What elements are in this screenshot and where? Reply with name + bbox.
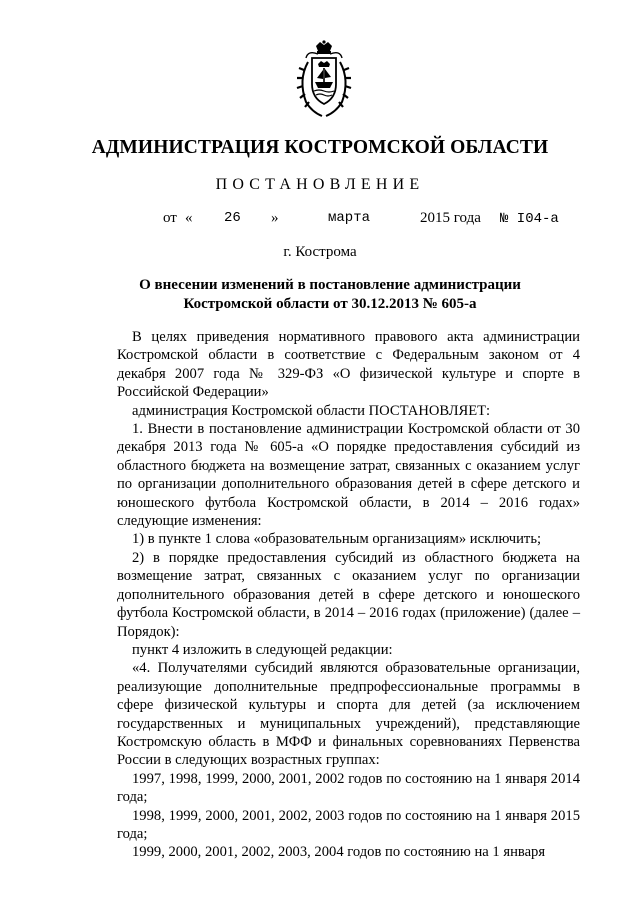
title-line-1: О внесении изменений в постановление администрации	[139, 277, 521, 293]
body-paragraph: «4. Получателями субсидий являются образовательные организации, реализующие дополнительные предпрофессиональные программы в сфере физической культуры и спорта для детей (за исключением государственных и муниципальных учреждений), представляющие Костромскую область в МФФ и финальных соревнованиях Первенства России в следующих возрастных группах:	[117, 660, 580, 769]
date-year: 2015 года	[420, 210, 481, 226]
coat-of-arms-emblem	[294, 40, 354, 120]
body-paragraph: 1) в пункте 1 слова «образовательным организациям» исключить;	[132, 531, 542, 548]
date-day: 26	[224, 210, 241, 226]
city-name: г. Кострома	[283, 244, 357, 260]
date-quote-open: «	[185, 210, 193, 226]
date-quote-close: »	[271, 210, 279, 226]
document-type: ПОСТАНОВЛЕНИЕ	[215, 176, 425, 193]
title-line-2: Костромской области от 30.12.2013 № 605-а	[183, 296, 477, 312]
document-body	[117, 328, 580, 862]
body-paragraph: 1998, 1999, 2000, 2001, 2002, 2003 годов по состоянию на 1 января 2015 года;	[117, 807, 580, 842]
document-title	[120, 276, 540, 314]
organization-name: АДМИНИСТРАЦИЯ КОСТРОМСКОЙ ОБЛАСТИ	[91, 137, 549, 158]
date-month: марта	[328, 210, 371, 226]
body-paragraph: пункт 4 изложить в следующей редакции:	[132, 641, 393, 658]
body-paragraph: администрация Костромской области ПОСТАНОВЛЯЕТ:	[132, 402, 491, 419]
document-number: № I04-а	[500, 211, 559, 227]
body-paragraph: 1999, 2000, 2001, 2002, 2003, 2004 годов по состоянию на 1 января	[132, 844, 546, 861]
date-prefix: от	[163, 210, 177, 226]
body-paragraph: 2) в порядке предоставления субсидий из областного бюджета на возмещение затрат, связанных с оказанием услуг по организации дополнительного образования детей в сфере детского и юношеского футбола Костромской области, в 2014 – 2016 годах (приложение) (далее – Порядок):	[117, 549, 580, 640]
body-paragraph: 1997, 1998, 1999, 2000, 2001, 2002 годов по состоянию на 1 января 2014 года;	[117, 770, 580, 806]
body-paragraph: В целях приведения нормативного правового акта администрации Костромской области в соответствие с Федеральным законом от 4 декабря 2007 года № 329-ФЗ «О физической культуре и спорте в Российской Федерации»	[117, 329, 580, 401]
body-paragraph: 1. Внести в постановление администрации Костромской области от 30 декабря 2013 года № 605-а «О порядке предоставления субсидий из областного бюджета на возмещение затрат, связанных с оказанием услуг по организации дополнительного образования детей в сфере детского и юношеского футбола Костромской области, в 2014 – 2016 годах» следующие изменения:	[117, 421, 580, 530]
